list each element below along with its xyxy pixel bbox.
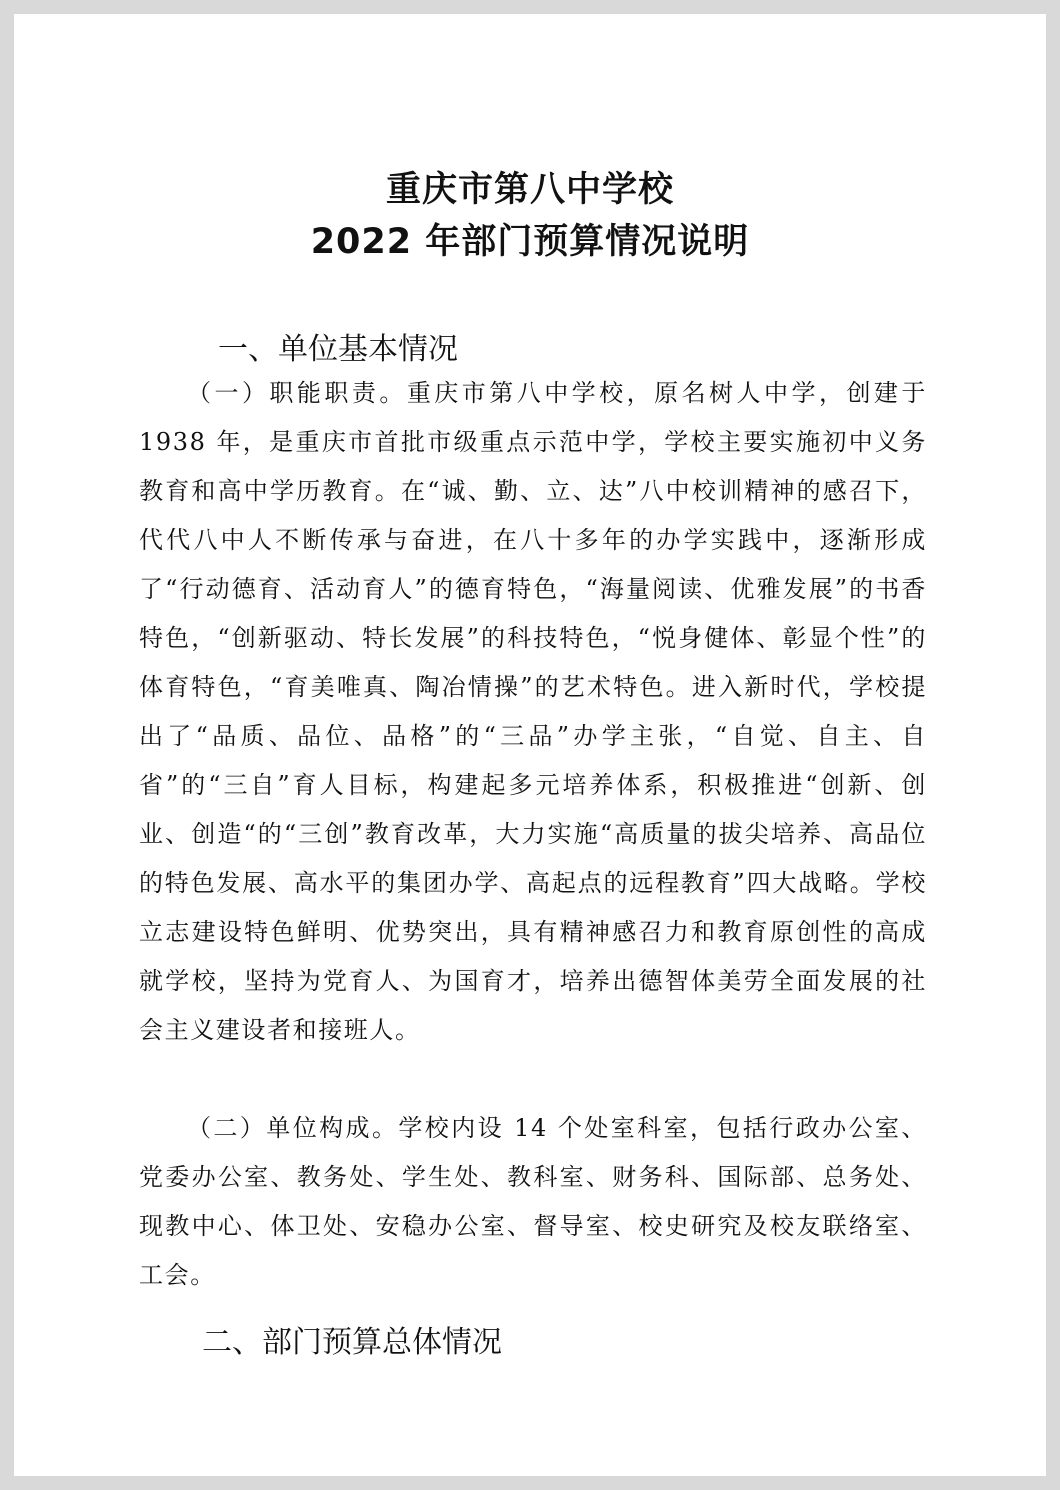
document-title-line1: 重庆市第八中学校 — [385, 170, 674, 210]
document-title-line2: 2022 年部门预算情况说明 — [310, 222, 750, 262]
paragraph-functions-duties: （一）职能职责。重庆市第八中学校，原名树人中学，创建于 1938 年，是重庆市首批市级重点示范中学，学校主要实施初中义务教育和高中学历教育。在“诚、勤、立、达”八中校训精神的感召下，代代八中人不断传承与奋进，在八十多年的办学实践中，逐渐形成了“行动德育、活动育人”的德育特色，“海量阅读、优雅发展”的书香特色，“创新驱动、特长发展”的科技特色，“悦身健体、彰显个性”的体育特色，“育美唯真、陶冶情操”的艺术特色。进入新时代，学校提出了“品质、品位、品格”的“三品”办学主张，“自觉、自主、自省”的“三自”育人目标，构建起多元培养体系，积极推进“创新、创业、创造“的“三创”教育改革，大力实施“高质量的拔尖培养、高品位的特色发展、高水平的集团办学、高起点的远程教育”四大战略。学校立志建设特色鲜明、优势突出，具有精神感召力和教育原创性的高成就学校，坚持为党育人、为国育才，培养出德智体美劳全面发展的社会主义建设者和接班人。 — [139, 379, 927, 1044]
section-heading-budget-overview: 二、部门预算总体情况 — [202, 1325, 502, 1360]
paragraph-unit-composition: （二）单位构成。学校内设 14 个处室科室，包括行政办公室、党委办公室、教务处、学生处、教科室、财务科、国际部、总务处、现教中心、体卫处、安稳办公室、督导室、校史研究及校友联络室、工会。 — [139, 1114, 927, 1289]
section-heading-basic-info: 一、单位基本情况 — [218, 332, 458, 367]
document-page — [14, 14, 1046, 1476]
